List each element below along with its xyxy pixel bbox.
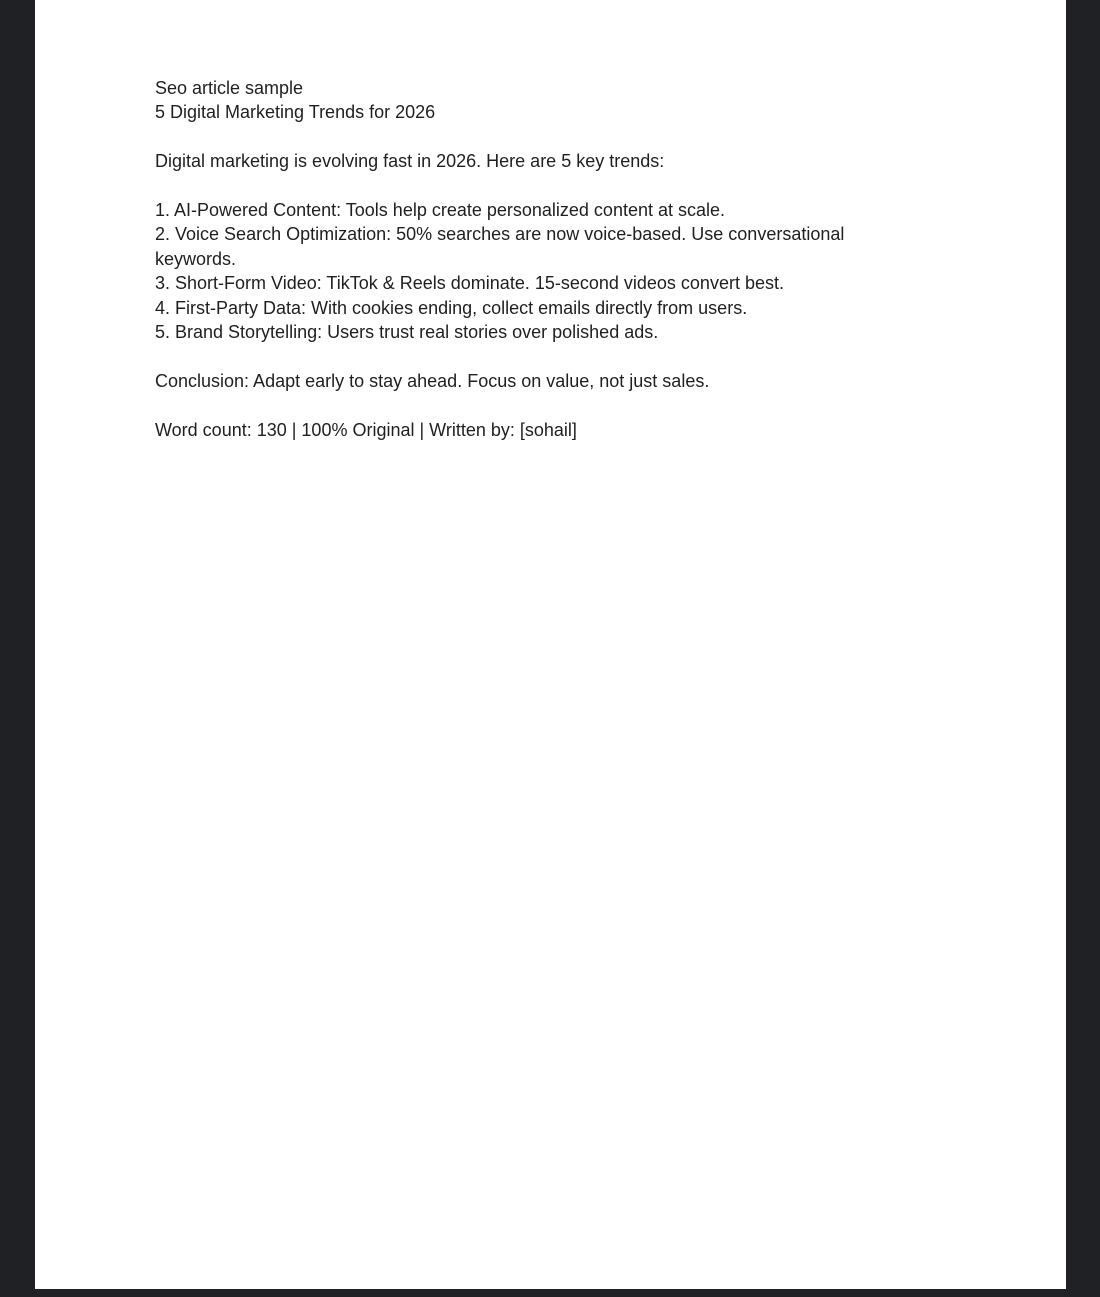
spacer xyxy=(155,125,915,149)
spacer xyxy=(155,174,915,198)
trend-item: 3. Short-Form Video: TikTok & Reels dominate. 15-second videos convert best. xyxy=(155,273,784,294)
article-footer: Word count: 130 | 100% Original | Written by: [sohail] xyxy=(155,419,577,440)
article-intro: Digital marketing is evolving fast in 2026. Here are 5 key trends: xyxy=(155,151,665,172)
article-conclusion: Conclusion: Adapt early to stay ahead. Focus on value, not just sales. xyxy=(155,370,710,391)
trend-item: 2. Voice Search Optimization: 50% searches are now voice-based. Use conversational keywords. xyxy=(155,224,845,269)
trend-item: 1. AI-Powered Content: Tools help create personalized content at scale. xyxy=(155,200,726,220)
spacer xyxy=(155,393,915,417)
spacer xyxy=(155,344,915,368)
trend-list xyxy=(155,198,915,344)
document-page xyxy=(35,0,1066,1289)
trend-item: 5. Brand Storytelling: Users trust real stories over polished ads. xyxy=(155,322,659,343)
article-title: 5 Digital Marketing Trends for 2026 xyxy=(155,102,436,123)
document-label: Seo article sample xyxy=(155,78,304,98)
page-content xyxy=(155,76,915,442)
trend-item: 4. First-Party Data: With cookies ending, collect emails directly from users. xyxy=(155,297,748,318)
